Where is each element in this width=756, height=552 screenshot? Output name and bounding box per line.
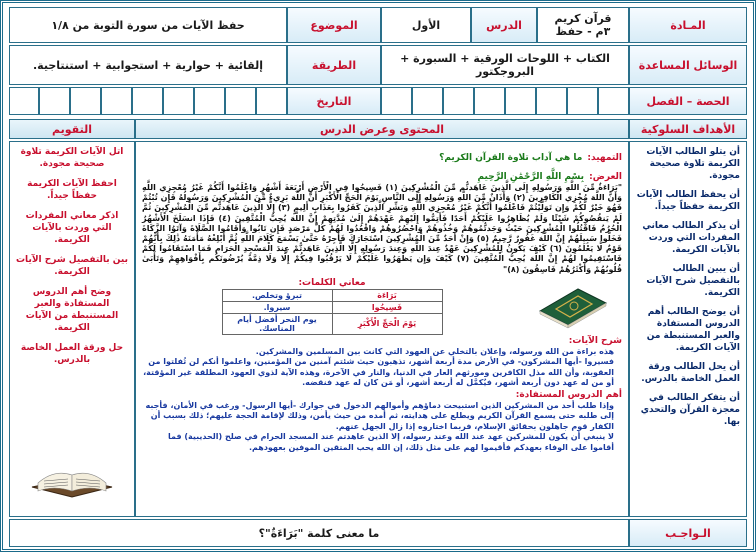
evaluation-item: وضح أهم الدروس المستفادة والعبر المستنبطة من الآيات الكريمة. (25, 287, 119, 333)
homework-label: الـواجـب (629, 519, 747, 547)
objective-item: أن يتلو الطالب الآيات الكريمة تلاوة صحيحة مجودة. (646, 147, 740, 181)
objective-item: أن يذكر الطالب معاني المفردات التي وردت بالآيات الكريمة. (642, 221, 740, 255)
period-cell-4 (505, 87, 536, 115)
vocab-meaning: يوم النحر أفضل أيام المناسك. (222, 313, 332, 334)
vocab-word: يَوْمَ الْحَجِّ الْأَكْبَرِ (332, 313, 442, 334)
vocab-meaning: سيروا. (222, 301, 332, 313)
evaluation-item: بين بالتفصيل شرح الآيات الكريمة. (16, 255, 128, 277)
evaluation-header: التقويم (9, 119, 135, 139)
period-cell-2 (567, 87, 598, 115)
lesson-label: الدرس (471, 7, 537, 43)
objectives-column (629, 141, 747, 517)
evaluation-item: اتل الآيات الكريمة تلاوة صحيحة مجودة. (20, 147, 124, 169)
date-cell-5 (132, 87, 163, 115)
period-cell-6 (443, 87, 474, 115)
evaluation-column (9, 141, 135, 517)
date-cell-4 (163, 87, 194, 115)
topic-value: حفظ الآيات من سورة التوبة من ١/٨ (9, 7, 287, 43)
homework-row (9, 519, 747, 547)
basmala: بِسْمِ اللَّهِ الرَّحْمَٰنِ الرَّحِيمِ (477, 172, 585, 182)
objective-item: أن يحفظ الطالب الآيات الكريمة حفظاً جيداً. (636, 190, 740, 212)
vocab-title: معاني الكلمات: (298, 277, 366, 288)
table-row (222, 301, 442, 313)
vocab-section (142, 277, 622, 335)
header-row-3 (9, 87, 747, 115)
list-item: فسيروا -أيها المشركون- في الأرض مدة أربعة أشهر، تذهبون حيث شئتم آمنين من المؤمنين، واعلموا أنكم لن تُفلتوا من العقوبة، وأن الله مذل الكافرين ومورثهم العار في الدنيا، والنار في الآخرة، وهذه الآية لذوي العهود المطلقة غير المؤقتة، أو من له عهد دون أربعة أشهر، فيُكمَّل له أربعة أشهر، أو مَن كان له عهد فنقضه. (143, 357, 614, 388)
objective-item: أن يتفكر الطالب في معجزة القرآن والتحدي بها. (640, 393, 740, 427)
intro-line (142, 145, 622, 164)
content-header: المحتوى وعرض الدرس (135, 119, 629, 139)
period-cell-5 (474, 87, 505, 115)
objective-item: أن يوضح الطالب أهم الدروس المستفادة والعبر المستنبطة من الآيات الكريمة. (646, 307, 740, 353)
date-label: التاريخ (287, 87, 381, 115)
date-cell-6 (101, 87, 132, 115)
period-cell-3 (536, 87, 567, 115)
presentation-line (142, 164, 622, 183)
table-row (222, 289, 442, 301)
open-quran-icon (20, 456, 124, 502)
objective-item: أن يبين الطالب بالتفصيل شرح الآيات الكريمة. (646, 264, 740, 298)
vocab-meaning: تبرؤ وتخلص. (222, 289, 332, 301)
content-column (135, 141, 629, 517)
date-cell-2 (225, 87, 256, 115)
intro-text: ما هي آداب تلاوة القرآن الكريم؟ (439, 153, 583, 163)
evaluation-item: اذكر معاني المفردات التي وردت بالآيات الكريمة. (25, 211, 119, 245)
objectives-header: الأهداف السلوكية (629, 119, 747, 139)
list-item: لا ينبغي أن يكون للمشركين عهد عند الله وعند رسوله، إلا الذين عاهدتم عند المسجد الحرام في صلح (الحديبية) فما أقاموا على الوفاء بعهدكم فأقيموا لهم على مثل ذلك، إن الله يحب المتقين الموفين بعهودهم. (167, 432, 614, 452)
column-header-row (9, 119, 747, 139)
lessons-title: أهم الدروس المستفادة: (515, 389, 622, 400)
subject-value: قرآن كريم ٣م - حفظ (537, 7, 629, 43)
lesson-body (9, 141, 747, 517)
period-cell-7 (412, 87, 443, 115)
period-label: الحصة – الفصل (629, 87, 747, 115)
evaluation-item: احفظ الآيات الكريمة حفظاً جيداً. (27, 179, 117, 201)
lesson-value: الأول (381, 7, 471, 43)
method-value: إلقائية + حوارية + استجوابية + استنتاجية. (9, 45, 287, 85)
date-cell-7 (70, 87, 101, 115)
aids-label: الوسائل المساعدة (629, 45, 747, 85)
date-cell-1 (256, 87, 287, 115)
quran-verses: "بَرَاءَةٌ مِّنَ اللَّهِ وَرَسُولِهِ إِلَى الَّذِينَ عَاهَدتُّم مِّنَ الْمُشْرِكِينَ (١) فَسِيحُوا فِي الْأَرْضِ أَرْبَعَةَ أَشْهُرٍ وَاعْلَمُوا أَنَّكُمْ غَيْرُ مُعْجِزِي اللَّهِ وَأَنَّ اللَّهَ مُخْزِي الْكَافِرِينَ (٢) وَأَذَانٌ مِّنَ اللَّهِ وَرَسُولِهِ إِلَى النَّاسِ يَوْمَ الْحَجِّ الْأَكْبَرِ أَنَّ اللَّهَ بَرِيءٌ مِّنَ الْمُشْرِكِينَ وَرَسُولُهُ فَإِن تُبْتُمْ فَهُوَ خَيْرٌ لَّكُمْ وَإِن تَوَلَّيْتُمْ فَاعْلَمُوا أَنَّكُمْ غَيْرُ مُعْجِزِي اللَّهِ وَبَشِّرِ الَّذِينَ كَفَرُوا بِعَذَابٍ أَلِيمٍ (٣) إِلَّا الَّذِينَ عَاهَدتُّم مِّنَ الْمُشْرِكِينَ ثُمَّ لَمْ يَنقُصُوكُمْ شَيْئًا وَلَمْ يُظَاهِرُوا عَلَيْكُمْ أَحَدًا فَأَتِمُّوا إِلَيْهِمْ عَهْدَهُمْ إِلَىٰ مُدَّتِهِمْ إِنَّ اللَّهَ يُحِبُّ الْمُتَّقِينَ (٤) فَإِذَا انسَلَخَ الْأَشْهُرُ الْحُرُمُ فَاقْتُلُوا الْمُشْرِكِينَ حَيْثُ وَجَدتُّمُوهُمْ وَخُذُوهُمْ وَاحْصُرُوهُمْ وَاقْعُدُوا لَهُمْ كُلَّ مَرْصَدٍ فَإِن تَابُوا وَأَقَامُوا الصَّلَاةَ وَآتَوُا الزَّكَاةَ فَخَلُّوا سَبِيلَهُمْ إِنَّ اللَّهَ غَفُورٌ رَّحِيمٌ (٥) وَإِنْ أَحَدٌ مِّنَ الْمُشْرِكِينَ اسْتَجَارَكَ فَأَجِرْهُ حَتَّىٰ يَسْمَعَ كَلَامَ اللَّهِ ثُمَّ أَبْلِغْهُ مَأْمَنَهُ ذَٰلِكَ بِأَنَّهُمْ قَوْمٌ لَّا يَعْلَمُونَ (٦) كَيْفَ يَكُونُ لِلْمُشْرِكِينَ عَهْدٌ عِندَ اللَّهِ وَعِندَ رَسُولِهِ إِلَّا الَّذِينَ عَاهَدتُّمْ عِندَ الْمَسْجِدِ الْحَرَامِ فَمَا اسْتَقَامُوا لَكُمْ فَاسْتَقِيمُوا لَهُمْ إِنَّ اللَّهَ يُحِبُّ الْمُتَّقِينَ (٧) كَيْفَ وَإِن يَظْهَرُوا عَلَيْكُمْ لَا يَرْقُبُوا فِيكُمْ إِلًّا وَلَا ذِمَّةً يُرْضُونَكُم بِأَفْوَاهِهِمْ وَتَأْبَىٰ قُلُوبُهُمْ وَأَكْثَرُهُمْ فَاسِقُونَ (٨)" (142, 183, 623, 274)
table-row (222, 313, 442, 334)
objective-item: أن يحل الطالب ورقة العمل الخاصة بالدرس. (641, 362, 740, 384)
vocab-word: بَرَاءَة (332, 289, 442, 301)
vocab-table (222, 289, 443, 335)
explanation-title: شرح الآيات: (568, 335, 622, 346)
list-item: وإذا طلب أحد من المشركين الذين استبيحت دماؤهم وأموالهم الدخول في جوارك -أيها الرسول- ورغب في الأمان، فأجبه إلى طلبه حتى يسمع القرآن الكريم ويطلع على هدايته، ثم أمده من حيث يأمن، وذلك لإقامة الحجة عليهم؛ ذلك بسبب أن الكفار قوم جاهلون بحقائق الإسلام، فربما اختاروه إذا زال الجهل عنهم. (145, 400, 614, 431)
method-label: الطريقة (287, 45, 381, 85)
homework-value: ما معنى كلمة "بَرَاءَةٌ"؟ (9, 519, 629, 547)
date-cell-9 (9, 87, 39, 115)
presentation-label: العرض: (589, 172, 622, 182)
list-item: هذه براءة من الله ورسوله، وإعلان بالتخلي عن العهود التي كانت بين المسلمين والمشركين. (255, 346, 614, 356)
date-cell-8 (39, 87, 70, 115)
intro-label: التمهيد: (587, 153, 622, 163)
topic-label: الموضوع (287, 7, 381, 43)
evaluation-item: حل ورقة العمل الخاصة بالدرس. (20, 343, 124, 365)
aids-value: الكتاب + اللوحات الورقية + السبورة + البروجكتور (381, 45, 629, 85)
quran-book-icon (522, 278, 622, 334)
date-cell-3 (194, 87, 225, 115)
header-row-1 (9, 7, 747, 43)
header-row-2 (9, 45, 747, 85)
period-cell-1 (598, 87, 629, 115)
vocab-word: فَسِيحُوا (332, 301, 442, 313)
period-cell-8 (381, 87, 412, 115)
subject-label: المـادة (629, 7, 747, 43)
